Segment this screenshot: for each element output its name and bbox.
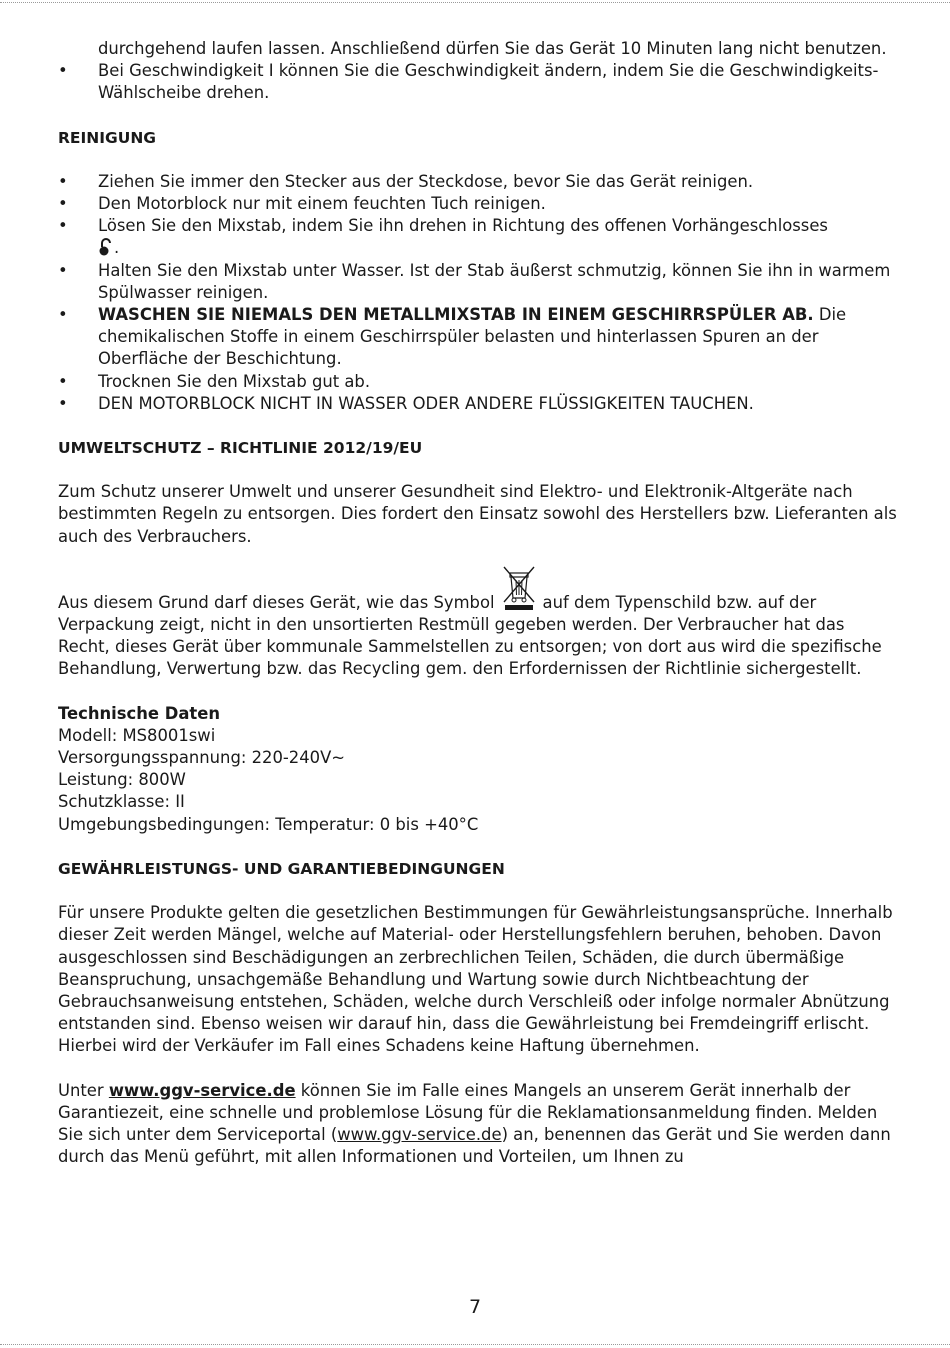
list-item-text: Lösen Sie den Mixstab, indem Sie ihn drehen in Richtung des offenen Vorhängeschlosses: [98, 216, 828, 236]
service-link-bold[interactable]: www.ggv-service.de: [108, 1080, 296, 1100]
paragraph-text: Unter: [58, 1080, 109, 1100]
intro-continuation: durchgehend laufen lassen. Anschließend dürfen Sie das Gerät 10 Minuten lang nicht benutzen.: [98, 39, 887, 58]
paragraph-text: Aus diesem Grund darf dieses Gerät, wie das Symbol: [58, 592, 495, 612]
warning-text: WASCHEN SIE NIEMALS DEN METALLMIXSTAB IN EINEM GESCHIRRSPÜLER AB.: [98, 305, 814, 325]
list-item-text: Den Motorblock nur mit einem feuchten Tuch reinigen.: [98, 194, 546, 214]
crossed-bin-icon: [499, 564, 539, 612]
list-item: [58, 371, 898, 393]
cleaning-list: [58, 171, 898, 415]
list-item-text: Trocknen Sie den Mixstab gut ab.: [98, 371, 371, 391]
bullet-icon: •: [58, 393, 68, 413]
paragraph-text: ) an, benennen das Gerät und Sie werden dann durch das Menü geführt, mit allen Informationen und Vorteilen, um Ihnen zu: [58, 1124, 891, 1167]
bullet-icon: •: [58, 216, 68, 236]
list-item-text: Die chemikalischen Stoffe in einem Geschirrspüler belasten und hinterlassen Spuren an der Oberfläche der Beschichtung.: [98, 305, 847, 369]
list-item-text: Bei Geschwindigkeit I können Sie die Geschwindigkeit ändern, indem Sie die Geschwindigkeits-Wählscheibe drehen.: [98, 61, 879, 103]
tech-line-voltage: Versorgungsspannung: 220-240V~: [58, 748, 346, 768]
section-heading-tech: Technische Daten: [58, 703, 221, 723]
list-item: [58, 193, 898, 215]
tech-line-model: Modell: MS8001swi: [58, 725, 216, 745]
bullet-icon: •: [58, 305, 68, 325]
list-item: [58, 171, 898, 193]
bullet-icon: •: [58, 194, 68, 214]
tech-line-ambient: Umgebungsbedingungen: Temperatur: 0 bis +40°C: [58, 814, 479, 834]
bullet-icon: •: [58, 171, 68, 191]
list-item: [58, 60, 898, 104]
intro-list: [58, 60, 898, 104]
warranty-paragraph-1: Für unsere Produkte gelten die gesetzlichen Bestimmungen für Gewährleistungsansprüche. Innerhalb dieser Zeit werden Mängel, welche auf Material- oder Herstellungsfehlern beruhen, behoben. Davon ausgeschlossen sind Beschädigungen an zerbrechlichen Teilen, Schäden, die durch übermäßige Beanspruchung, unsachgemäße Behandlung und Wartung sowie durch Nichtbeachtung der Gebrauchsanweisung entstehen, Schäden, welche durch Verschleiß oder infolge normaler Abnützung entstanden sind. Ebenso weisen wir darauf hin, dass die Gewährleistung bei Fremdeingriff erlischt. Hierbei wird der Verkäufer im Fall eines Schadens keine Haftung übernehmen.: [58, 903, 893, 1056]
list-item: [58, 215, 898, 259]
bullet-icon: •: [58, 61, 68, 81]
page-number: 7: [468, 1296, 482, 1318]
list-item: [58, 260, 898, 304]
document-body: [58, 38, 898, 1168]
list-item-text: DEN MOTORBLOCK NICHT IN WASSER ODER ANDERE FLÜSSIGKEITEN TAUCHEN.: [98, 393, 754, 413]
lock-suffix: .: [114, 238, 120, 258]
tech-line-power: Leistung: 800W: [58, 770, 186, 790]
environment-paragraph-1: Zum Schutz unserer Umwelt und unserer Gesundheit sind Elektro- und Elektronik-Altgeräte nach bestimmten Regeln zu entsorgen. Dies fordert den Einsatz sowohl des Herstellers bzw. Lieferanten als auch des Verbrauchers.: [58, 482, 897, 546]
paragraph-text: auf dem Typenschild bzw. auf der Verpackung zeigt, nicht in den unsortierten Restmüll gegeben werden. Der Verbraucher hat das Recht, dieses Gerät über kommunale Sammelstellen zu entsorgen; von dort aus wird die spezifische Behandlung, Verwertung bzw. das Recycling gem. den Erfordernissen der Richtlinie sichergestellt.: [58, 592, 882, 679]
list-item-text: Halten Sie den Mixstab unter Wasser. Ist der Stab äußerst schmutzig, können Sie ihn in warmem Spülwasser reinigen.: [98, 260, 891, 302]
bullet-icon: •: [58, 371, 68, 391]
environment-paragraph-2: [58, 564, 898, 681]
top-dotted-rule: [0, 2, 950, 3]
bullet-icon: •: [58, 260, 68, 280]
section-heading-environment: UMWELTSCHUTZ – RICHTLINIE 2012/19/EU: [58, 439, 423, 458]
tech-line-protection: Schutzklasse: II: [58, 792, 185, 812]
list-item: [58, 393, 898, 415]
service-portal-link[interactable]: www.ggv-service.de: [337, 1124, 502, 1144]
list-item: [58, 304, 898, 371]
paragraph-text: können Sie im Falle eines Mangels an unserem Gerät innerhalb der Garantiezeit, eine schnelle und problemlose Lösung für die Reklamationsanmeldung finden. Melden Sie sich unter dem Serviceportal (: [58, 1080, 878, 1144]
open-padlock-icon: [98, 237, 114, 257]
list-item-text: Ziehen Sie immer den Stecker aus der Steckdose, bevor Sie das Gerät reinigen.: [98, 171, 754, 191]
section-heading-cleaning: REINIGUNG: [58, 128, 157, 147]
section-heading-warranty: GEWÄHRLEISTUNGS- UND GARANTIEBEDINGUNGEN: [58, 859, 505, 878]
warranty-paragraph-2: [58, 1080, 898, 1169]
bottom-dotted-rule: [0, 1344, 950, 1345]
